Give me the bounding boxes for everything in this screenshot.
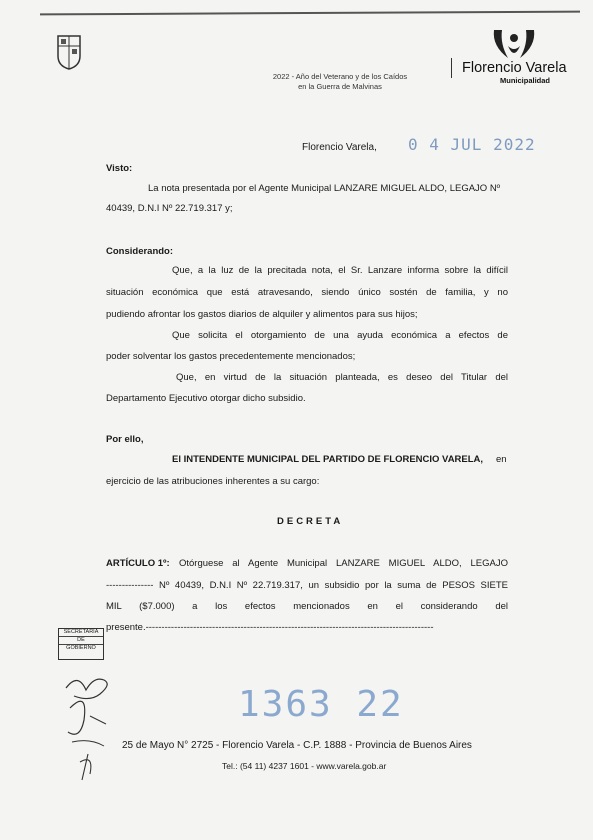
considerando-p2-line-2: poder solventar los gastos precedentemente mencionados; — [106, 351, 356, 362]
org-sub: Municipalidad — [500, 76, 551, 85]
florencio-varela-logo-icon — [490, 26, 538, 62]
year-motto — [240, 72, 440, 92]
por-ello-heading: Por ello, — [106, 434, 144, 445]
considerando-p1-line-2: situación económica que está atravesando, siendo único sostén de familia, y no — [106, 287, 508, 298]
stamp-line-1: SECRETARIA — [59, 629, 103, 637]
articulo-line-4: presente.------------------------------------------------------------------------------------------- — [106, 622, 434, 633]
considerando-p3-line-1: Que, en virtud de la situación planteada, es deseo del Titular del — [176, 372, 508, 383]
header-divider — [451, 58, 452, 78]
considerando-p1-line-3: pudiendo afrontar los gastos diarios de alquiler y alimentos para sus hijos; — [106, 309, 418, 320]
considerando-heading: Considerando: — [106, 246, 174, 257]
stamp-line-2: DE — [59, 637, 103, 645]
date-stamp: 0 4 JUL 2022 — [408, 135, 536, 154]
handwritten-signature — [60, 650, 120, 785]
org-name: Florencio Varela — [462, 60, 567, 76]
articulo-line-1: Otórguese al Agente Municipal LANZARE MIGUEL ALDO, LEGAJO — [179, 558, 508, 569]
footer-contact: Tel.: (54 11) 4237 1601 - www.varela.gob.ar — [222, 761, 387, 771]
considerando-p1-line-1: Que, a la luz de la precitada nota, el Sr. Lanzare informa sobre la difícil — [172, 265, 508, 276]
visto-line-1: La nota presentada por el Agente Municipal LANZARE MIGUEL ALDO, LEGAJO Nº — [148, 183, 501, 194]
articulo-line-3: MIL ($7.000) a los efectos mencionados en el considerando del — [106, 601, 508, 612]
stamp-line-3: GOBIERNO — [66, 645, 96, 651]
articulo-label: ARTÍCULO 1º: — [106, 558, 170, 569]
motto-line-1: 2022 - Año del Veterano y de los Caídos — [272, 72, 408, 81]
visto-heading: Visto: — [106, 163, 133, 174]
place-label: Florencio Varela, — [302, 142, 377, 153]
municipal-shield-icon — [56, 34, 82, 70]
footer-address: 25 de Mayo N° 2725 - Florencio Varela - C.P. 1888 - Provincia de Buenos Aires — [122, 740, 472, 751]
considerando-p2-line-1: Que solicita el otorgamiento de una ayuda económica a efectos de — [172, 330, 508, 341]
intendente-line-end: en — [496, 454, 507, 465]
considerando-p3-line-2: Departamento Ejecutivo otorgar dicho subsidio. — [106, 393, 306, 404]
por-ello-line-2: ejercicio de las atribuciones inherentes a su cargo: — [106, 476, 320, 487]
motto-line-2: en la Guerra de Malvinas — [298, 82, 382, 91]
intendente-line: El INTENDENTE MUNICIPAL DEL PARTIDO DE FLORENCIO VARELA, — [172, 454, 484, 465]
top-rule — [40, 11, 580, 16]
decreta-heading: DECRETA — [277, 516, 344, 527]
decree-number: 1363 22 — [238, 684, 404, 725]
articulo-line-2: --------------- Nº 40439, D.N.I Nº 22.719.317, un subsidio por la suma de PESOS SIETE — [106, 580, 508, 591]
visto-line-2: 40439, D.N.I Nº 22.719.317 y; — [106, 203, 233, 214]
